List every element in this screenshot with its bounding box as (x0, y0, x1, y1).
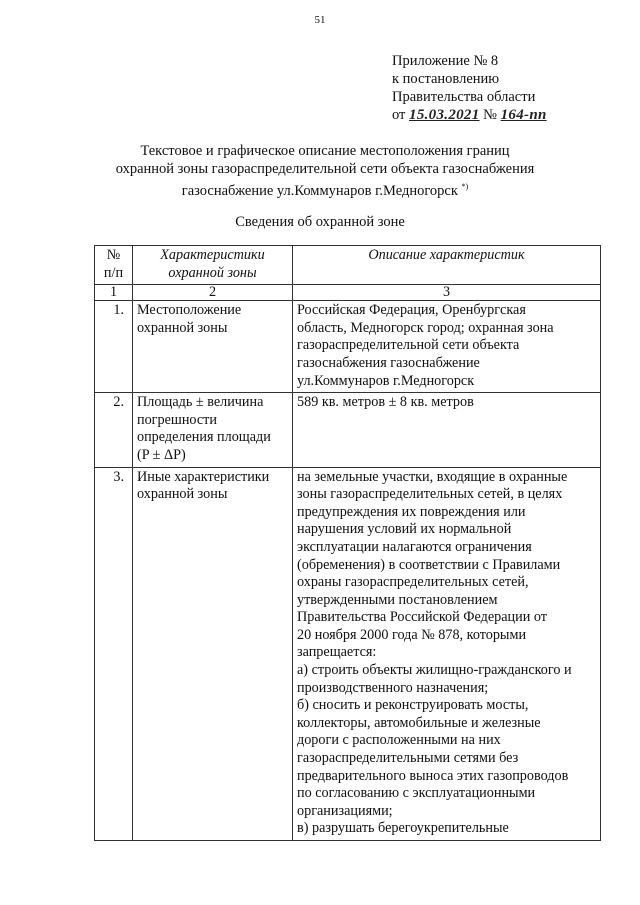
header-characteristic-line-1: Характеристики (160, 247, 265, 263)
description-line: (обременения) в соответствии с Правилами (297, 556, 561, 573)
header-number-sign: № (106, 247, 121, 263)
description-line: производственного назначения; (297, 679, 489, 696)
description-line: зоны газораспределительных сетей, в целях (297, 486, 563, 503)
description-line: Российская Федерация, Оренбургская (297, 302, 526, 319)
handwritten-date: 15.03.2021 (409, 107, 480, 123)
appendix-line-1: Приложение № 8 (392, 53, 499, 69)
characteristic-line: определения площади (137, 429, 271, 446)
header-description-text: Описание характеристик (368, 247, 525, 263)
description-line: по согласованию с эксплуатационными (297, 785, 536, 802)
column-number-row (95, 285, 601, 301)
description-line: 20 ноября 2000 года № 878, которыми (297, 626, 527, 643)
column-number-3: 3 (293, 285, 601, 301)
characteristic-line: погрешности (137, 411, 217, 428)
characteristic-line: (P ± ΔP) (137, 446, 186, 463)
column-number-1: 1 (95, 285, 133, 301)
characteristic-line: Местоположение (137, 302, 242, 319)
description-line: газораспределительными сетями без (297, 750, 519, 767)
row-description (293, 301, 601, 393)
characteristic-line: Площадь ± величина (137, 394, 264, 411)
appendix-line-3: Правительства области (392, 89, 536, 105)
table-row (95, 467, 601, 840)
row-number: 3. (95, 467, 133, 840)
row-characteristic (133, 467, 293, 840)
description-line: запрещается: (297, 644, 377, 661)
date-prefix: от (392, 107, 406, 123)
description-line: 589 кв. метров ± 8 кв. метров (297, 394, 474, 411)
row-characteristic (133, 393, 293, 467)
row-characteristic (133, 301, 293, 393)
header-characteristic-line-2: охранной зоны (168, 264, 257, 281)
header-col-description (293, 246, 601, 285)
title-line-1: Текстовое и графическое описание местоположения границ (140, 143, 510, 159)
description-line: ул.Коммунаров г.Медногорск (297, 372, 475, 389)
description-line: Правительства Российской Федерации от (297, 609, 547, 626)
description-line: в) разрушать берегоукрепительные (297, 820, 509, 837)
title-line-2: охранной зоны газораспределительной сети объекта газоснабжения (115, 161, 535, 177)
description-line: дороги с расположенными на них (297, 732, 501, 749)
characteristic-line: охранной зоны (137, 319, 228, 336)
description-line: эксплуатации налагаются ограничения (297, 538, 532, 555)
table-row (95, 393, 601, 467)
table-row (95, 301, 601, 393)
description-line: газоснабжения газоснабжение (297, 354, 480, 371)
footnote-mark: *) (461, 182, 469, 191)
header-col-characteristic (133, 246, 293, 285)
description-line: а) строить объекты жилищно-гражданского и (297, 662, 572, 679)
appendix-block (392, 52, 547, 124)
header-col-number (95, 246, 133, 285)
title-line-3 (80, 178, 570, 200)
row-description (293, 467, 601, 840)
appendix-date-line (392, 106, 547, 124)
section-subtitle: Сведения об охранной зоне (235, 214, 405, 230)
description-line: область, Медногорск город; охранная зона (297, 319, 554, 336)
title-line-3-text: газоснабжение ул.Коммунаров г.Медногорск (181, 182, 458, 199)
table-header-row (95, 246, 601, 285)
description-line: коллекторы, автомобильные и железные (297, 714, 541, 731)
number-prefix: № (483, 107, 497, 123)
row-description (293, 393, 601, 467)
description-line: организациями; (297, 802, 393, 819)
description-line: на земельные участки, входящие в охранные (297, 468, 568, 485)
description-line: охраны газораспределительных сетей, (297, 574, 529, 591)
column-number-2: 2 (133, 285, 293, 301)
description-line: предварительного выноса этих газопроводов (297, 767, 569, 784)
handwritten-number: 164-пп (500, 107, 547, 123)
characteristic-line: охранной зоны (137, 486, 228, 503)
description-line: газораспределительной сети объекта (297, 337, 520, 354)
description-line: нарушения условий их нормальной (297, 521, 512, 538)
row-number: 2. (95, 393, 133, 467)
protected-zone-table (94, 245, 601, 841)
document-title (80, 142, 570, 200)
header-pp: п/п (103, 264, 124, 281)
row-number: 1. (95, 301, 133, 393)
page-number: 51 (314, 14, 326, 26)
appendix-line-2: к постановлению (392, 71, 500, 87)
description-line: б) сносить и реконструировать мосты, (297, 697, 529, 714)
characteristic-line: Иные характеристики (137, 468, 270, 485)
description-line: предупреждения их повреждения или (297, 503, 526, 520)
description-line: утвержденными постановлением (297, 591, 498, 608)
